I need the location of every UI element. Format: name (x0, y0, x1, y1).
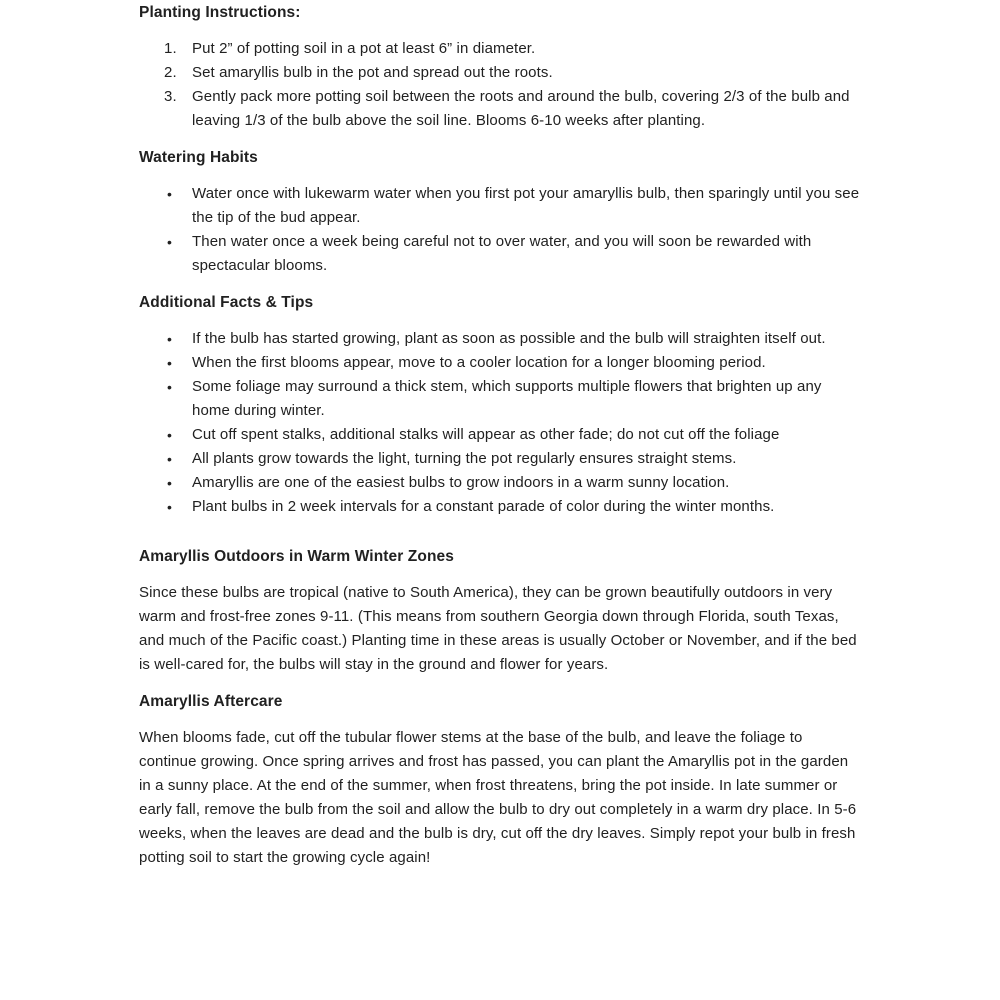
bullet-icon: • (167, 451, 173, 467)
list-item (139, 375, 861, 423)
bullet-icon: • (167, 499, 173, 515)
list-item-text: All plants grow towards the light, turning the pot regularly ensures straight stems. (192, 450, 737, 467)
list-item (139, 495, 861, 519)
bullet-icon: • (167, 379, 173, 395)
list-item (139, 85, 861, 133)
heading-planting-instructions: Planting Instructions: (139, 4, 301, 21)
heading-outdoors-warm-winter-zones: Amaryllis Outdoors in Warm Winter Zones (139, 548, 454, 565)
list-number: 3. (164, 88, 177, 105)
bullet-icon: • (167, 355, 173, 371)
list-item-text: When the first blooms appear, move to a cooler location for a longer blooming period. (192, 354, 766, 371)
list-item-text: Amaryllis are one of the easiest bulbs to grow indoors in a warm sunny location. (192, 474, 730, 491)
list-item (139, 37, 861, 61)
document-page (139, 0, 861, 870)
list-item (139, 327, 861, 351)
list-item (139, 230, 861, 278)
heading-additional-facts-tips: Additional Facts & Tips (139, 294, 314, 311)
list-item-text: Set amaryllis bulb in the pot and spread out the roots. (192, 64, 553, 81)
list-item (139, 447, 861, 471)
list-item (139, 351, 861, 375)
facts-bullet-list (139, 327, 861, 519)
bullet-icon: • (167, 186, 173, 202)
list-item-text: Cut off spent stalks, additional stalks will appear as other fade; do not cut off the foliage (192, 426, 780, 443)
list-item (139, 423, 861, 447)
list-item-text: Put 2” of potting soil in a pot at least 6” in diameter. (192, 40, 536, 57)
heading-amaryllis-aftercare: Amaryllis Aftercare (139, 693, 283, 710)
list-item-text: Water once with lukewarm water when you first pot your amaryllis bulb, then sparingly until you see the tip of the bud appear. (192, 185, 860, 226)
bullet-icon: • (167, 331, 173, 347)
heading-watering-habits: Watering Habits (139, 149, 258, 166)
list-item (139, 471, 861, 495)
list-item-text: If the bulb has started growing, plant as soon as possible and the bulb will straighten itself out. (192, 330, 826, 347)
list-item-text: Plant bulbs in 2 week intervals for a constant parade of color during the winter months. (192, 498, 775, 515)
list-item-text: Then water once a week being careful not to over water, and you will soon be rewarded with spectacular blooms. (192, 233, 812, 274)
list-item-text: Some foliage may surround a thick stem, which supports multiple flowers that brighten up any home during winter. (192, 378, 822, 419)
planting-steps-list (139, 37, 861, 133)
bullet-icon: • (167, 427, 173, 443)
list-item-text: Gently pack more potting soil between the roots and around the bulb, covering 2/3 of the bulb and leaving 1/3 of the bulb above the soil line. Blooms 6-10 weeks after planting. (192, 88, 850, 129)
bullet-icon: • (167, 234, 173, 250)
list-item (139, 182, 861, 230)
outdoors-paragraph: Since these bulbs are tropical (native to South America), they can be grown beautifully outdoors in very warm and frost-free zones 9-11. (This means from southern Georgia down through Florida, south Texas, and much of the Pacific coast.) Planting time in these areas is usually October or November, and if the bed is well-cared for, the bulbs will stay in the ground and flower for years. (139, 584, 857, 673)
list-number: 2. (164, 64, 177, 81)
list-item (139, 61, 861, 85)
watering-bullet-list (139, 182, 861, 278)
aftercare-paragraph: When blooms fade, cut off the tubular flower stems at the base of the bulb, and leave the foliage to continue growing. Once spring arrives and frost has passed, you can plant the Amaryllis pot in the garden in a sunny place. At the end of the summer, when frost threatens, bring the pot inside. In late summer or early fall, remove the bulb from the soil and allow the bulb to dry out completely in a warm dry place. In 5-6 weeks, when the leaves are dead and the bulb is dry, cut off the dry leaves. Simply repot your bulb in fresh potting soil to start the growing cycle again! (139, 729, 857, 866)
bullet-icon: • (167, 475, 173, 491)
list-number: 1. (164, 40, 177, 57)
